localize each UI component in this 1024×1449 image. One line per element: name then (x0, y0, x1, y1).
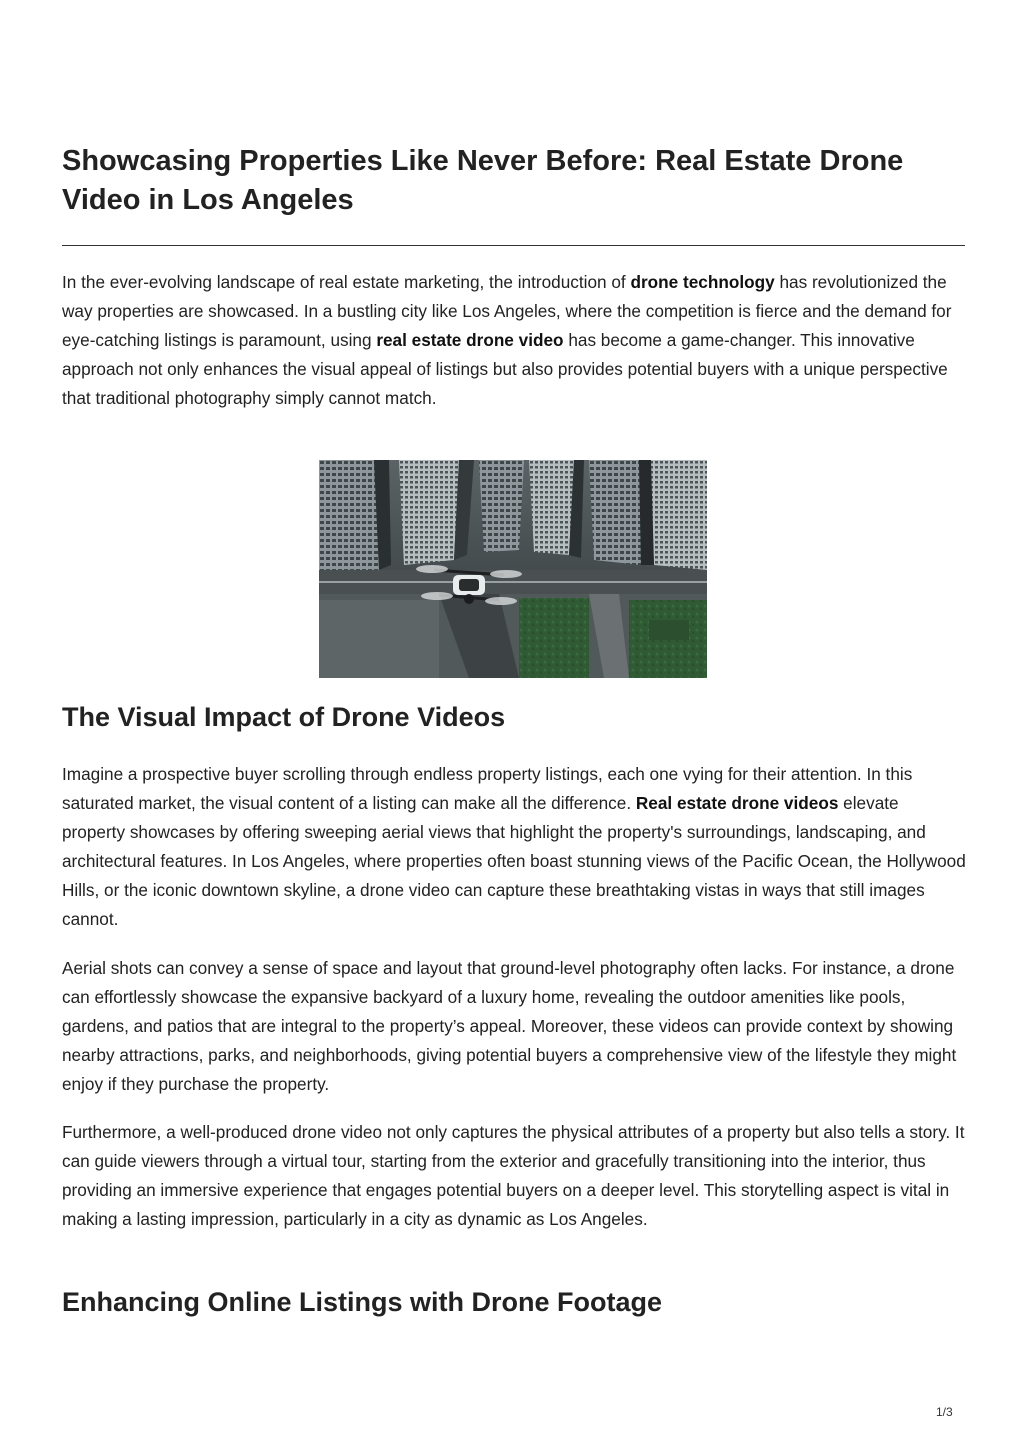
intro-paragraph (62, 268, 966, 413)
section1-paragraph-1 (62, 760, 966, 934)
intro-bold-2: real estate drone video (376, 330, 564, 350)
s1p1-bold-1: Real estate drone videos (635, 793, 839, 813)
s1p1-text-1: Imagine a prospective buyer scrolling through endless property listings, each one vying for their attention. In this saturated market, the visual content of a listing can make all the difference. (62, 764, 913, 813)
section-heading-visual-impact: The Visual Impact of Drone Videos (62, 702, 506, 732)
intro-text-3: has become a game-changer. This innovative approach not only enhances the visual appeal of listings but also provides potential buyers with a unique perspective that traditional photography simply cannot match. (62, 330, 948, 408)
section1-paragraph-3: Furthermore, a well-produced drone video not only captures the physical attributes of a property but also tells a story. It can guide viewers through a virtual tour, starting from the exterior and gracefully transitioning into the interior, thus providing an immersive experience that engages potential buyers on a deeper level. This storytelling aspect is vital in making a lasting impression, particularly in a city as dynamic as Los Angeles. (62, 1122, 965, 1229)
title-divider (62, 245, 965, 246)
section1-paragraph-2: Aerial shots can convey a sense of space and layout that ground-level photography often lacks. For instance, a drone can effortlessly showcase the expansive backyard of a luxury home, revealing the outdoor amenities like pools, gardens, and patios that are integral to the property’s appeal. Moreover, these videos can provide context by showing nearby attractions, parks, and neighborhoods, giving potential buyers a comprehensive view of the lifestyle they might enjoy if they purchase the property. (62, 958, 957, 1094)
page-title: Showcasing Properties Like Never Before: Real Estate Drone Video in Los Angeles (62, 145, 904, 216)
page-number: 1/3 (936, 1405, 953, 1419)
drone-city-photo (319, 460, 707, 678)
section-heading-online-listings: Enhancing Online Listings with Drone Footage (62, 1287, 663, 1317)
intro-text-1: In the ever-evolving landscape of real estate marketing, the introduction of (62, 272, 631, 292)
intro-text-2: has revolutionized the way properties are showcased. In a bustling city like Los Angeles, where the competition is fierce and the demand for eye-catching listings is paramount, using (62, 272, 952, 350)
s1p1-text-2: elevate property showcases by offering sweeping aerial views that highlight the property's surroundings, landscaping, and architectural features. In Los Angeles, where properties often boast stunning views of the Pacific Ocean, the Hollywood Hills, or the iconic downtown skyline, a drone video can capture these breathtaking vistas in ways that still images cannot. (62, 793, 966, 929)
intro-bold-1: drone technology (630, 272, 775, 292)
